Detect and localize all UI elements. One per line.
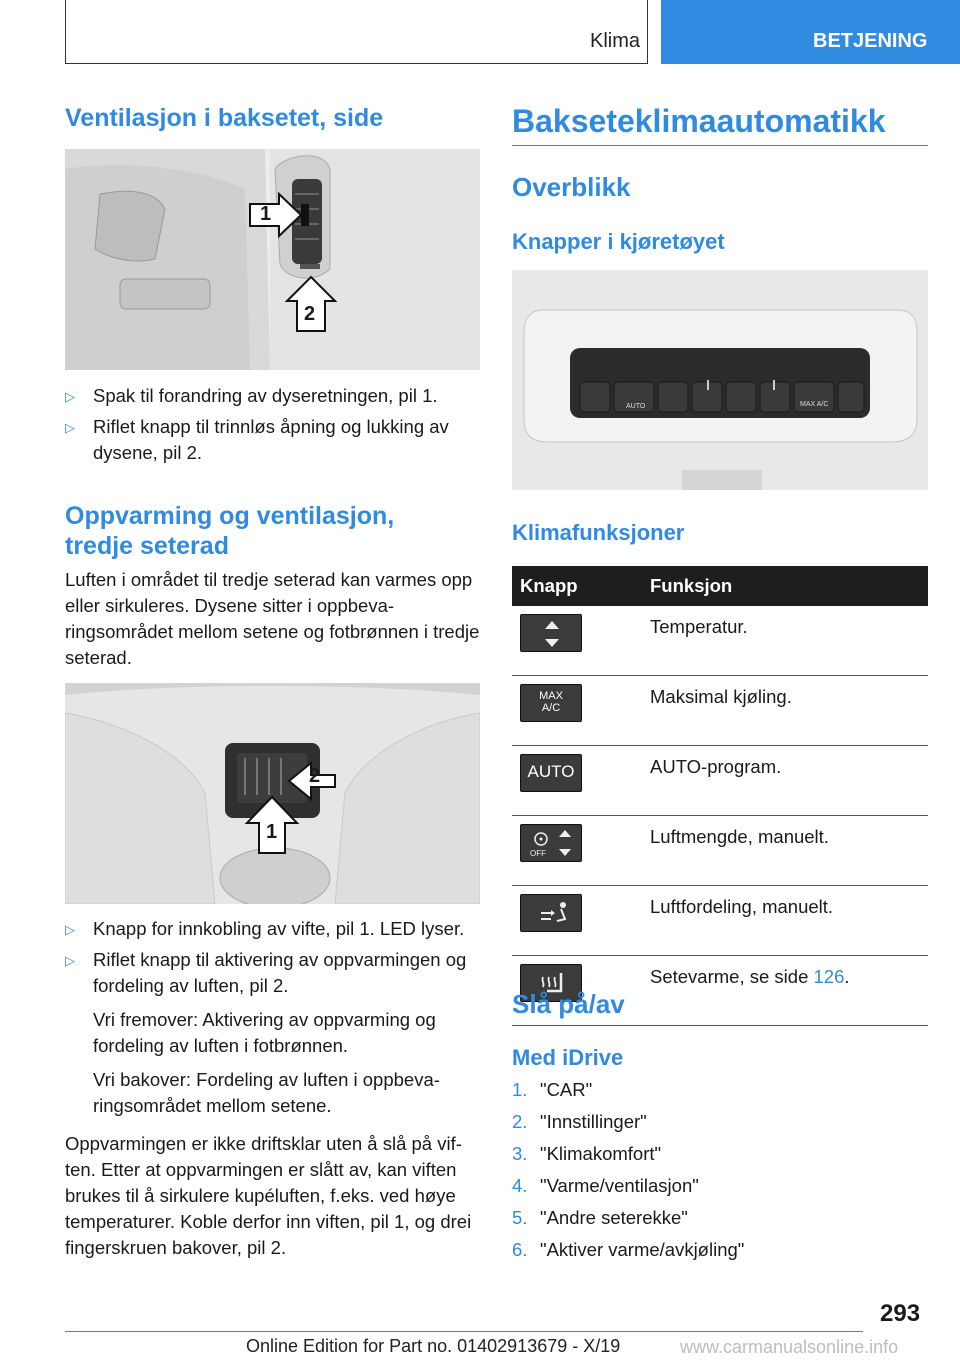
table-row <box>512 886 928 956</box>
bullet-triangle-icon: ▷ <box>65 389 75 404</box>
bullet-triangle-icon: ▷ <box>65 420 75 435</box>
table-cell-function: Maksimal kjøling. <box>642 676 928 746</box>
heading-klimafunksjoner: Klimafunksjoner <box>512 520 685 545</box>
table-cell-function: AUTO-program. <box>642 746 928 816</box>
functions-table <box>512 566 928 1026</box>
list-item: ▷ Riflet knapp til aktivering av oppvarmingen og fordeling av luften, pil 2. <box>65 947 480 999</box>
watermark: www.carmanualsonline.info <box>680 1337 899 1357</box>
page-number: 293 <box>880 1300 921 1327</box>
list-item: 1. "CAR" <box>512 1079 593 1100</box>
bullet-triangle-icon: ▷ <box>65 922 75 937</box>
list-item: ▷ Spak til forandring av dyseretningen, pil 1. <box>65 383 480 410</box>
heading-overblikk: Overblikk <box>512 172 631 202</box>
figure-control-panel <box>512 270 928 490</box>
figure-side-vent <box>65 149 480 370</box>
temperature-arrows-icon <box>520 614 582 652</box>
title-rule <box>512 145 928 146</box>
sub-paragraph: Vri bakover: Fordeling av luften i oppbevaringsområdet mellom setene. <box>93 1069 440 1116</box>
sub-paragraph: Vri fremover: Aktivering av oppvarming og fordeling av luften i fotbrønnen. <box>93 1009 436 1056</box>
table-cell-function: Luftmengde, manuelt. <box>642 816 928 886</box>
figure-third-row-vents <box>65 683 480 904</box>
paragraph: Oppvarmingen er ikke driftsklar uten å slå på viften. Etter at oppvarmingen er slått av, kan viften brukes til å sirkulere kupéluften, f.eks. ved høye temperaturer. Koble derfor inn viften, pil 1, og drei fingerskruen bakover, pil 2. <box>65 1133 472 1258</box>
list-item: ▷ Riflet knapp til trinnløs åpning og lukking av dysene, pil 2. <box>65 414 480 466</box>
table-row <box>512 746 928 816</box>
table-cell-function: Temperatur. <box>642 606 928 676</box>
table-cell-function: Luftfordeling, manuelt. <box>642 886 928 956</box>
section-title-third-row: Oppvarming og ventilasjon, tredje seterad <box>65 502 395 560</box>
figure-arrow-label: 1 <box>260 203 272 225</box>
list-item: 3. "Klimakomfort" <box>512 1143 662 1164</box>
table-row <box>512 676 928 746</box>
page-title: Bakseteklimaautomatikk <box>512 103 886 139</box>
header-section: Klima <box>589 30 640 52</box>
list-item: ▷ Knapp for innkobling av vifte, pil 1. LED lyser. <box>65 916 480 943</box>
section-title-side-vents: Ventilasjon i baksetet, side <box>65 104 384 132</box>
header-chapter-tab[interactable]: BETJENING <box>661 0 960 64</box>
bullet-triangle-icon: ▷ <box>65 953 75 968</box>
page-ref-link[interactable]: 126 <box>813 966 845 987</box>
paragraph: Luften i området til tredje seterad kan varmes opp eller sirkuleres. Dysene sitter i oppbevaringsområdet mellom setene og fotbrønnen i tredje seterad. <box>65 569 480 668</box>
figure-arrow-label: 2 <box>309 765 321 787</box>
list-item: 2. "Innstillinger" <box>512 1111 647 1132</box>
header-frame <box>65 0 648 64</box>
table-row <box>512 816 928 886</box>
table-header-cell: Knapp <box>512 566 642 606</box>
fan-off-icon: OFF <box>520 824 582 862</box>
auto-icon: AUTO <box>520 754 582 792</box>
table-header-row <box>512 566 928 606</box>
max-ac-icon: MAX A/C <box>520 684 582 722</box>
figure-arrow-label: 1 <box>266 821 278 843</box>
list-item: 5. "Andre seterekke" <box>512 1207 688 1228</box>
footer-rule <box>65 1331 863 1332</box>
heading-sla-pa-av: Slå på/av <box>512 989 625 1019</box>
list-item: 4. "Varme/ventilasjon" <box>512 1175 699 1196</box>
figure-arrow-label: 2 <box>304 303 316 325</box>
panel-key-label: MAX A/C <box>800 401 829 408</box>
table-cell-function: Setevarme, se side 126. <box>642 956 928 1026</box>
table-row <box>512 606 928 676</box>
heading-med-idrive: Med iDrive <box>512 1045 624 1070</box>
air-distribution-icon <box>520 894 582 932</box>
steps-list <box>512 1074 928 1266</box>
heading-knapper: Knapper i kjøretøyet <box>512 229 725 254</box>
panel-key-label: AUTO <box>626 403 646 410</box>
footer-edition: Online Edition for Part no. 01402913679 - X/19 <box>246 1336 621 1356</box>
table-header-cell: Funksjon <box>642 566 928 606</box>
list-item: 6. "Aktiver varme/avkjøling" <box>512 1239 745 1260</box>
